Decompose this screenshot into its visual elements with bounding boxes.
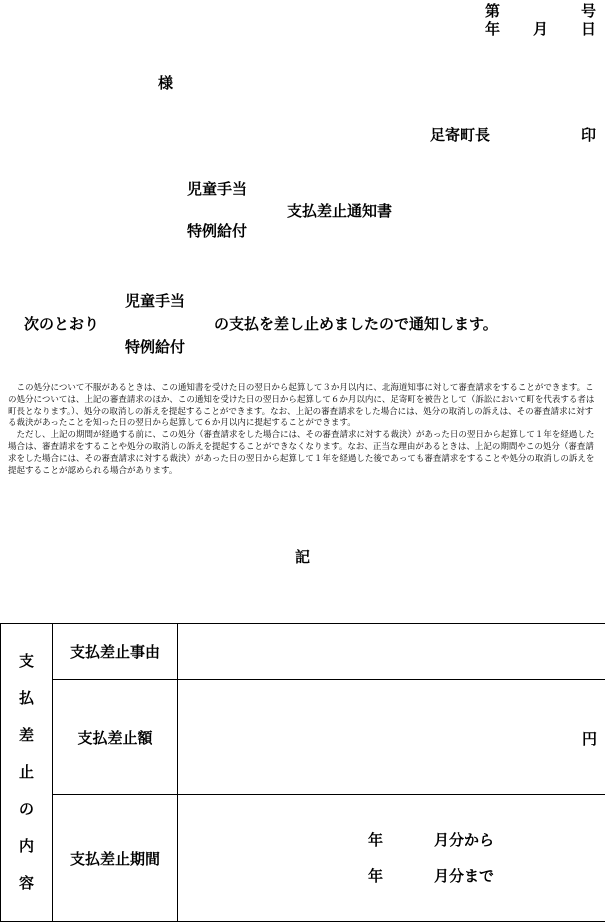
period-from-month: 月分から [434, 829, 494, 850]
intro-prefix: 次のとおり [24, 313, 99, 334]
period-to-month: 月分まで [434, 865, 494, 886]
addressee-sama: 様 [158, 72, 173, 93]
side-label-char: 支 [1, 643, 52, 680]
intro-option-jidou-teate: 児童手当 [125, 290, 185, 311]
intro-suffix: の支払を差し止めましたので通知します。 [214, 313, 498, 334]
period-from-year: 年 [368, 829, 383, 850]
side-label-vertical [1, 643, 52, 902]
side-label-char: 内 [1, 828, 52, 865]
side-label-char: 差 [1, 717, 52, 754]
date-day-label: 日 [581, 18, 596, 39]
amount-unit-yen: 円 [582, 728, 597, 749]
side-label-char: の [1, 791, 52, 828]
amount-label: 支払差止額 [53, 680, 178, 795]
side-label-char: 止 [1, 754, 52, 791]
date-year-label: 年 [485, 18, 500, 39]
ki-heading: 記 [295, 546, 310, 567]
page-title: 支払差止通知書 [287, 200, 392, 221]
appeal-notice-paragraph-2: ただし、上記の期間が経過する前に、この処分（審査請求をした場合には、その審査請求に対する裁決）があった日の翌日から起算して１年を経過した場合は、審査請求をすることや処分の取消しの訴えを提起することができなくなります。なお、正当な理由があるときは、上記の期間やこの処分（審査請求をした場合には、その審査請求に対する裁決）があった日の翌日から起算して１年を経過した後であっても審査請求をすることや処分の取消しの訴えを提起することが認められる場合があります。 [8, 430, 598, 477]
title-option-tokurei-kyufu: 特例給付 [187, 220, 247, 241]
issuer-name: 足寄町長 [430, 124, 490, 145]
appeal-notice-paragraph-1: この処分について不服があるときは、この通知書を受けた日の翌日から起算して３か月以内に、北海道知事に対して審査請求をすることができます。この処分については、上記の審査請求のほか、この通知を受けた日の翌日から起算して６か月以内に、足寄町を被告として（訴訟において町を代表する者は町長となります。）、処分の取消しの訴えを提起することができます。なお、上記の審査請求をした場合には、処分の取消しの訴えは、その審査請求に対する裁決があったことを知った日の翌日から起算して６か月以内に提起することができます。 [8, 383, 598, 430]
period-value-cell[interactable] [178, 795, 605, 922]
appeal-notice [8, 383, 598, 477]
reason-label: 支払差止事由 [53, 624, 178, 680]
side-label-char: 容 [1, 865, 52, 902]
side-label-cell [1, 624, 53, 922]
reason-value-cell[interactable] [178, 624, 605, 680]
suspension-details-table [0, 623, 605, 922]
period-label: 支払差止期間 [53, 795, 178, 922]
side-label-char: 払 [1, 680, 52, 717]
period-to-year: 年 [368, 865, 383, 886]
number-dai-label: 第 [485, 0, 500, 21]
intro-option-tokurei-kyufu: 特例給付 [125, 336, 185, 357]
seal-mark: 印 [581, 124, 596, 145]
number-go-label: 号 [581, 0, 596, 21]
title-option-jidou-teate: 児童手当 [187, 178, 247, 199]
date-month-label: 月 [533, 18, 548, 39]
amount-value-cell[interactable] [178, 680, 605, 795]
